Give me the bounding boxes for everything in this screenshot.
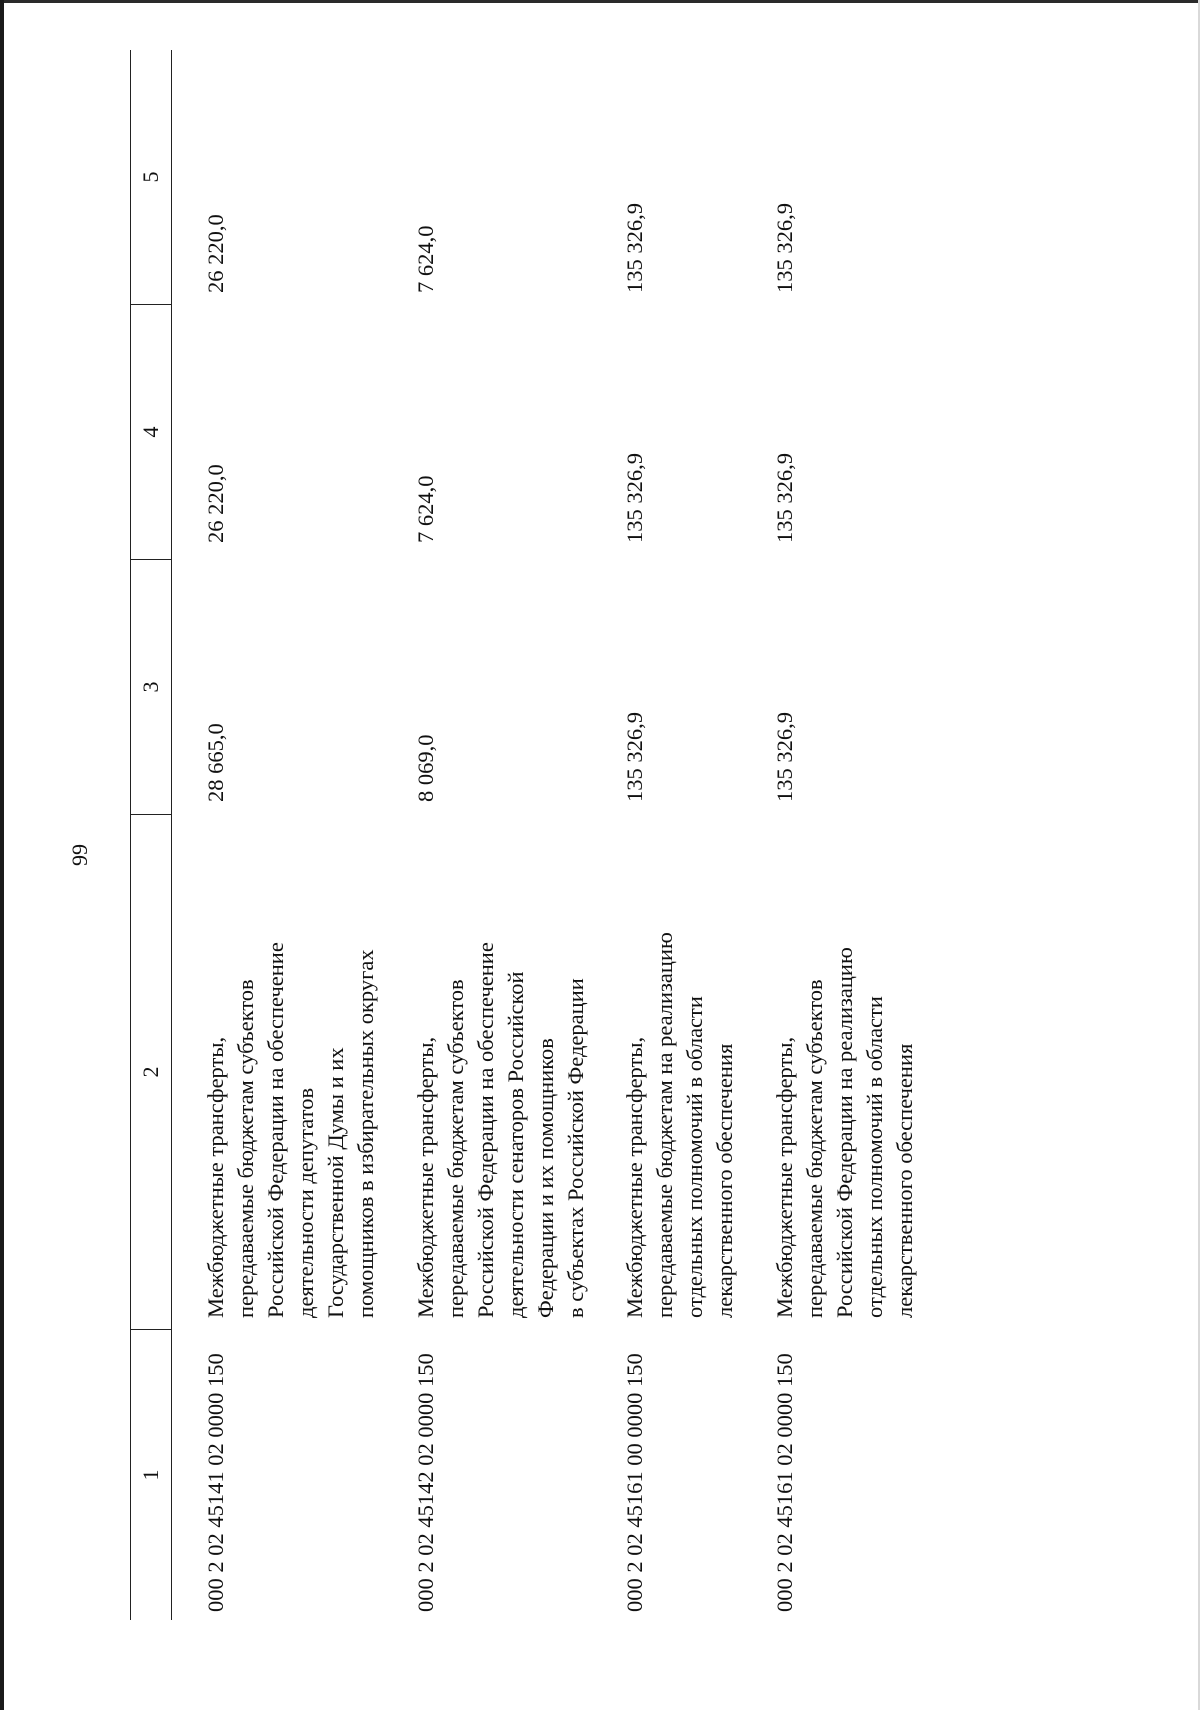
row-col3: 135 326,9 — [772, 712, 797, 802]
page-number: 99 — [67, 844, 92, 866]
row-name — [411, 942, 591, 1318]
name-line: Федерации и их помощников — [533, 1038, 558, 1318]
scan-edge-left — [0, 0, 4, 1710]
name-line: Государственной Думы и их — [323, 1047, 348, 1318]
name-line: Российской Федерации на обеспечение — [263, 942, 288, 1318]
scan-edge-top — [0, 0, 1200, 3]
row-code: 000 2 02 45142 02 0000 150 — [413, 1353, 438, 1612]
header-col-3: 3 — [131, 560, 171, 815]
name-line: в субъектах Российской Федерации — [563, 978, 588, 1318]
name-line: лекарственного обеспечения — [892, 1043, 917, 1318]
row-name — [201, 942, 381, 1318]
row-col5: 26 220,0 — [203, 214, 228, 293]
name-line: Межбюджетные трансферты, — [622, 1036, 647, 1318]
name-line: отдельных полномочий в области — [682, 996, 707, 1318]
name-line: Межбюджетные трансферты, — [203, 1036, 228, 1318]
name-line: передаваемые бюджетам на реализацию — [652, 932, 677, 1318]
rotated-table — [130, 50, 1130, 1620]
table-header — [130, 50, 172, 1620]
name-line: передаваемые бюджетам субъектов — [802, 979, 827, 1318]
row-name — [620, 932, 740, 1318]
name-line: Межбюджетные трансферты, — [772, 1036, 797, 1318]
name-line: лекарственного обеспечения — [712, 1043, 737, 1318]
row-col4: 26 220,0 — [203, 464, 228, 543]
row-col4: 7 624,0 — [413, 475, 438, 543]
row-col5: 135 326,9 — [772, 203, 797, 293]
name-line: передаваемые бюджетам субъектов — [443, 979, 468, 1318]
name-line: Российской Федерации на обеспечение — [473, 942, 498, 1318]
row-col4: 135 326,9 — [772, 453, 797, 543]
row-code: 000 2 02 45161 00 0000 150 — [622, 1353, 647, 1612]
name-line: передаваемые бюджетам субъектов — [233, 979, 258, 1318]
row-col3: 8 069,0 — [413, 734, 438, 802]
name-line: деятельности депутатов — [293, 1087, 318, 1318]
row-col5: 7 624,0 — [413, 225, 438, 293]
name-line: Российской Федерации на реализацию — [832, 947, 857, 1318]
row-col3: 135 326,9 — [622, 712, 647, 802]
header-col-5: 5 — [131, 50, 171, 305]
name-line: деятельности сенаторов Российской — [503, 971, 528, 1318]
name-line: Межбюджетные трансферты, — [413, 1036, 438, 1318]
row-name — [770, 947, 920, 1318]
name-line: помощников в избирательных округах — [353, 949, 378, 1318]
header-col-1: 1 — [138, 1469, 163, 1481]
header-col-4: 4 — [131, 305, 171, 560]
row-col5: 135 326,9 — [622, 203, 647, 293]
name-line: отдельных полномочий в области — [862, 996, 887, 1318]
row-col4: 135 326,9 — [622, 453, 647, 543]
header-col-2: 2 — [131, 815, 171, 1330]
row-col3: 28 665,0 — [203, 723, 228, 802]
row-code: 000 2 02 45141 02 0000 150 — [203, 1353, 228, 1612]
row-code: 000 2 02 45161 02 0000 150 — [772, 1353, 797, 1612]
